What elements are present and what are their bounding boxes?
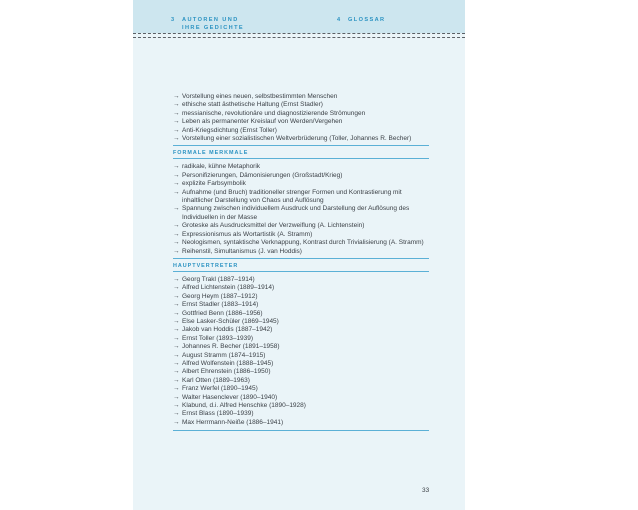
vertreter-item	[173, 368, 429, 376]
chapter-4-link[interactable]	[337, 16, 385, 24]
vertreter-item	[173, 326, 429, 334]
themen-item-text: Leben als permanenter Kreislauf von Werden/Vergehen	[182, 118, 343, 126]
arrow-icon: →	[173, 275, 180, 283]
arrow-icon: →	[173, 239, 180, 247]
section-rule	[173, 158, 429, 159]
formale-item-text: Expressionismus als Wortartistik (A. Stramm)	[182, 230, 313, 238]
arrow-icon: →	[173, 109, 180, 117]
formale-item-text: explizite Farbsymbolik	[182, 180, 246, 188]
arrow-icon: →	[173, 118, 180, 126]
vertreter-item	[173, 301, 429, 309]
vertreter-item-text: Else Lasker-Schüler (1869–1945)	[182, 317, 279, 325]
section-rule	[173, 271, 429, 272]
arrow-icon: →	[173, 284, 180, 292]
arrow-icon: →	[173, 292, 180, 300]
vertreter-item-text: August Stramm (1874–1915)	[182, 351, 266, 359]
vertreter-item	[173, 419, 429, 427]
vertreter-item-text: Alfred Wolfenstein (1888–1945)	[182, 359, 274, 367]
arrow-icon: →	[173, 418, 180, 426]
arrow-icon: →	[173, 368, 180, 376]
vertreter-item-text: Gottfried Benn (1886–1956)	[182, 309, 263, 317]
formale-item-text: Personifizierungen, Dämonisierungen (Großstadt/Krieg)	[182, 171, 343, 179]
vertreter-item	[173, 385, 429, 393]
book-page	[133, 0, 465, 510]
themen-item-text: Anti-Kriegsdichtung (Ernst Toller)	[182, 126, 277, 134]
formale-item-text: Reihenstil, Simultanismus (J. van Hoddis)	[182, 247, 302, 255]
header-divider-dashed-1	[133, 33, 465, 34]
formale-merkmale-list	[173, 163, 429, 255]
arrow-icon: →	[173, 101, 180, 109]
arrow-icon: →	[173, 376, 180, 384]
page-content	[173, 93, 429, 435]
themen-item	[173, 135, 429, 143]
chapter-3-title-line1: AUTOREN UND	[182, 17, 239, 23]
vertreter-item	[173, 402, 429, 410]
vertreter-item-text: Jakob van Hoddis (1887–1942)	[182, 326, 273, 334]
vertreter-item	[173, 377, 429, 385]
arrow-icon: →	[173, 205, 180, 213]
arrow-icon: →	[173, 393, 180, 401]
arrow-icon: →	[173, 163, 180, 171]
page-number: 33	[422, 487, 430, 494]
formale-item	[173, 231, 429, 239]
arrow-icon: →	[173, 230, 180, 238]
arrow-icon: →	[173, 326, 180, 334]
arrow-icon: →	[173, 247, 180, 255]
arrow-icon: →	[173, 309, 180, 317]
arrow-icon: →	[173, 317, 180, 325]
vertreter-item-text: Albert Ehrenstein (1886–1950)	[182, 368, 271, 376]
chapter-4-number: 4	[337, 17, 342, 23]
vertreter-item-text: Ernst Blass (1890–1939)	[182, 410, 254, 418]
vertreter-item	[173, 276, 429, 284]
vertreter-item-text: Georg Trakl (1887–1914)	[182, 275, 255, 283]
arrow-icon: →	[173, 188, 180, 196]
vertreter-item	[173, 360, 429, 368]
vertreter-item-text: Franz Werfel (1890–1945)	[182, 385, 258, 393]
chapter-3-title-line2: IHRE GEDICHTE	[182, 25, 245, 31]
arrow-icon: →	[173, 359, 180, 367]
vertreter-item-text: Ernst Toller (1893–1939)	[182, 334, 254, 342]
vertreter-item-text: Alfred Lichtenstein (1889–1914)	[182, 284, 275, 292]
arrow-icon: →	[173, 410, 180, 418]
vertreter-item	[173, 352, 429, 360]
vertreter-item-text: Klabund, d.i. Alfred Henschke (1890–1928)	[182, 402, 306, 409]
formale-item-text: Neologismen, syntaktische Verknappung, Kontrast durch Trivialisierung (A. Stramm)	[182, 239, 424, 247]
formale-item	[173, 205, 429, 222]
formale-item	[173, 239, 429, 247]
vertreter-item-text: Georg Heym (1887–1912)	[182, 292, 258, 300]
themen-item	[173, 118, 429, 126]
vertreter-item-text: Ernst Stadler (1883–1914)	[182, 301, 259, 309]
vertreter-item	[173, 293, 429, 301]
chapter-4-title: GLOSSAR	[348, 17, 386, 23]
header-divider-dashed-2	[133, 37, 465, 38]
vertreter-item-text: Karl Otten (1889–1963)	[182, 376, 250, 384]
formale-item	[173, 163, 429, 171]
section-rule	[173, 430, 429, 431]
themen-item	[173, 110, 429, 118]
formale-merkmale-heading: FORMALE MERKMALE	[173, 145, 429, 158]
themen-list	[173, 93, 429, 143]
arrow-icon: →	[173, 93, 180, 100]
vertreter-item	[173, 343, 429, 351]
themen-item	[173, 101, 429, 109]
formale-item-text: Spannung zwischen individuellem Ausdruck und Darstellung der Auflösung des Individuellen in der Masse	[182, 205, 410, 221]
vertreter-item-text: Johannes R. Becher (1891–1958)	[182, 343, 280, 351]
vertreter-item	[173, 394, 429, 402]
vertreter-item	[173, 335, 429, 343]
themen-item-text: Vorstellung eines neuen, selbstbestimmten Menschen	[182, 93, 338, 100]
arrow-icon: →	[173, 343, 180, 351]
themen-item-text: messianische, revolutionäre und diagnostizierende Strömungen	[182, 109, 366, 117]
arrow-icon: →	[173, 222, 180, 230]
arrow-icon: →	[173, 351, 180, 359]
themen-item	[173, 127, 429, 135]
themen-item-text: ethische statt ästhetische Haltung (Ernst Stadler)	[182, 101, 323, 109]
arrow-icon: →	[173, 135, 180, 143]
arrow-icon: →	[173, 334, 180, 342]
formale-item-text: Aufnahme (und Bruch) traditioneller strenger Formen und Kontrastierung mit inhaltlicher Darstellung von Chaos und Auflösung	[182, 188, 402, 205]
vertreter-item	[173, 318, 429, 326]
arrow-icon: →	[173, 402, 180, 409]
formale-item	[173, 222, 429, 230]
arrow-icon: →	[173, 171, 180, 179]
chapter-3-number: 3	[171, 17, 176, 23]
hauptvertreter-heading: HAUPTVERTRETER	[173, 258, 429, 271]
vertreter-item-text: Max Herrmann-Neiße (1886–1941)	[182, 418, 284, 426]
themen-item-text: Vorstellung einer sozialistischen Weltverbrüderung (Toller, Johannes R. Becher)	[182, 135, 412, 143]
hauptvertreter-list	[173, 276, 429, 427]
arrow-icon: →	[173, 301, 180, 309]
arrow-icon: →	[173, 126, 180, 134]
arrow-icon: →	[173, 180, 180, 188]
vertreter-item-text: Walter Hasenclever (1890–1940)	[182, 393, 278, 401]
vertreter-item	[173, 410, 429, 418]
chapter-3-link[interactable]	[171, 16, 244, 32]
formale-item	[173, 189, 429, 206]
themen-item	[173, 93, 429, 101]
vertreter-item	[173, 310, 429, 318]
formale-item	[173, 248, 429, 256]
formale-item	[173, 172, 429, 180]
page-header	[133, 0, 465, 33]
arrow-icon: →	[173, 385, 180, 393]
vertreter-item	[173, 284, 429, 292]
formale-item-text: radikale, kühne Metaphorik	[182, 163, 261, 171]
formale-item	[173, 180, 429, 188]
formale-item-text: Groteske als Ausdrucksmittel der Verzweiflung (A. Lichtenstein)	[182, 222, 365, 230]
